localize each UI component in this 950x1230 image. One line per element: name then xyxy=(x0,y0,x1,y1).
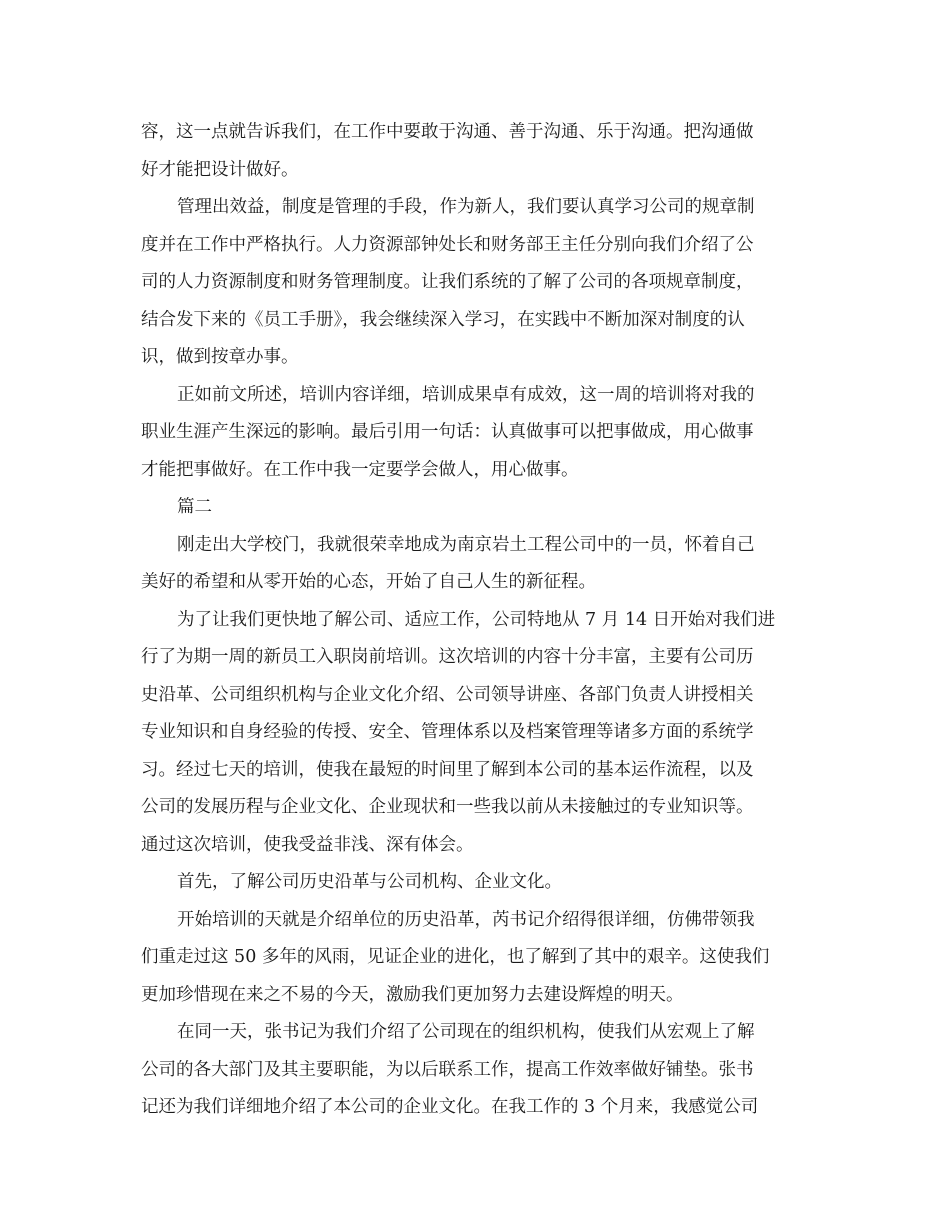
text-line: 公司的发展历程与企业文化、企业现状和一些我以前从未接触过的专业知识等。 xyxy=(141,797,754,817)
text-line: 习。经过七天的培训，使我在最短的时间里了解到本公司的基本运作流程，以及 xyxy=(141,759,754,780)
text-line: 在同一天，张书记为我们介绍了公司现在的组织机构，使我们从宏观上了解 xyxy=(177,1022,755,1042)
text-line: 美好的希望和从零开始的心态，开始了自己人生的新征程。 xyxy=(141,572,596,592)
document-body xyxy=(141,114,809,1127)
text-line: 行了为期一周的新员工入职岗前培训。这次培训的内容十分丰富，主要有公司历 xyxy=(141,647,754,667)
text-line: 史沿革、公司组织机构与企业文化介绍、公司领导讲座、各部门负责人讲授相关 xyxy=(141,684,754,705)
text-line: 才能把事做好。在工作中我一定要学会做人，用心做事。 xyxy=(141,459,579,480)
text-line: 公司的各大部门及其主要职能，为以后联系工作，提高工作效率做好铺垫。张书 xyxy=(141,1059,754,1080)
section-heading: 篇二 xyxy=(177,497,212,517)
text-line: 开始培训的天就是介绍单位的历史沿革，芮书记介绍得很详细，仿佛带领我 xyxy=(177,909,755,930)
text-line: 正如前文所述，培训内容详细，培训成果卓有成效，这一周的培训将对我的 xyxy=(177,384,755,405)
text-line: 记还为我们详细地介绍了本公司的企业文化。在我工作的 3 个月来，我感觉公司 xyxy=(141,1097,759,1117)
text-line: 识，做到按章办事。 xyxy=(141,347,299,367)
text-line: 专业知识和自身经验的传授、安全、管理体系以及档案管理等诸多方面的系统学 xyxy=(141,722,754,742)
text-line: 职业生涯产生深远的影响。最后引用一句话：认真做事可以把事做成，用心做事 xyxy=(141,422,754,442)
text-line: 好才能把设计做好。 xyxy=(141,159,299,180)
text-line: 们重走过这 50 多年的风雨，见证企业的进化，也了解到了其中的艰辛。这使我们 xyxy=(141,947,770,967)
text-line: 通过这次培训，使我受益非浅、深有体会。 xyxy=(141,834,474,855)
text-line: 容，这一点就告诉我们，在工作中要敢于沟通、善于沟通、乐于沟通。把沟通做 xyxy=(141,122,754,142)
text-line: 刚走出大学校门，我就很荣幸地成为南京岩土工程公司中的一员，怀着自己 xyxy=(177,534,755,555)
text-line: 度并在工作中严格执行。人力资源部钟处长和财务部王主任分别向我们介绍了公 xyxy=(141,234,754,255)
text-line: 司的人力资源制度和财务管理制度。让我们系统的了解了公司的各项规章制度， xyxy=(141,272,754,292)
text-line: 更加珍惜现在来之不易的今天，激励我们更加努力去建设辉煌的明天。 xyxy=(141,984,684,1005)
text-line: 结合发下来的《员工手册》，我会继续深入学习，在实践中不断加深对制度的认 xyxy=(141,309,745,330)
text-line: 首先，了解公司历史沿革与公司机构、企业文化。 xyxy=(177,872,562,892)
text-line: 为了让我们更快地了解公司、适应工作，公司特地从 7 月 14 日开始对我们进 xyxy=(177,609,776,630)
text-line: 管理出效益，制度是管理的手段，作为新人，我们要认真学习公司的规章制 xyxy=(177,197,755,217)
